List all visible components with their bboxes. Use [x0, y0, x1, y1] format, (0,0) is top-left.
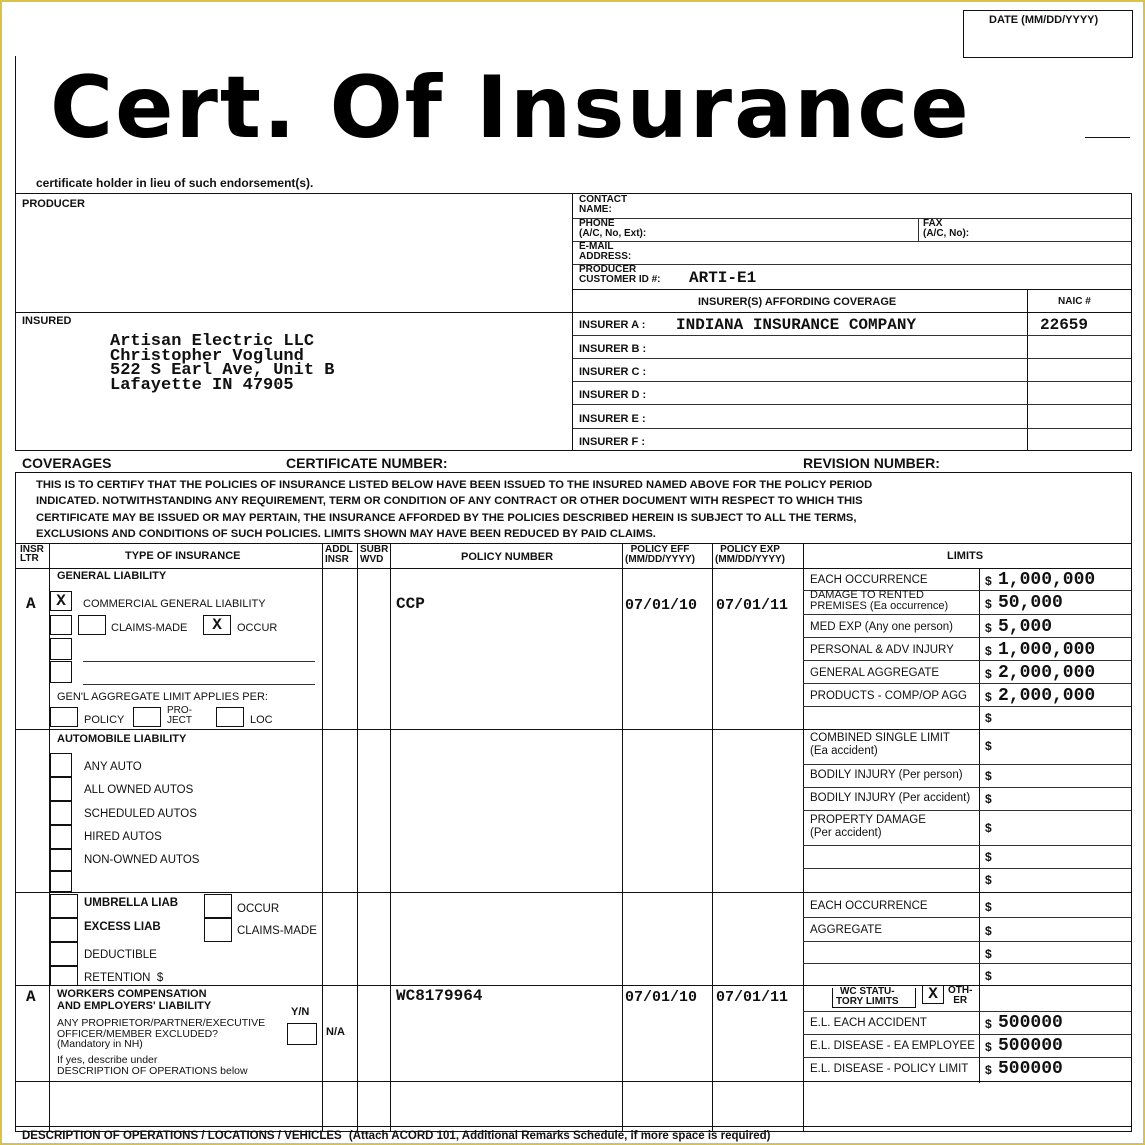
col-line [979, 568, 980, 1083]
row-line [803, 1011, 1131, 1012]
naic-divider [1027, 289, 1028, 451]
date-label: DATE (MM/DD/YYYY) [989, 14, 1099, 26]
header-addl: ADDL INSR [325, 544, 353, 565]
deductible-checkbox[interactable] [50, 942, 78, 966]
project-checkbox[interactable] [133, 707, 161, 727]
auto-item: NON-OWNED AUTOS [84, 854, 200, 866]
wc-insr-ltr: A [26, 988, 36, 1006]
wc-na-label: N/A [326, 1026, 345, 1038]
dollar-sign: $ [985, 969, 992, 983]
any-auto-checkbox[interactable] [50, 753, 72, 777]
dollar-sign: $ [985, 769, 992, 783]
header-subr: SUBR WVD [360, 544, 389, 565]
wc-excluded-checkbox[interactable] [287, 1023, 317, 1045]
limit-value: 2,000,000 [998, 686, 1096, 706]
row-line [803, 941, 1131, 942]
retention-label: RETENTION $ [84, 972, 164, 984]
insurer-d-label: INSURER D : [579, 389, 647, 401]
wc-policy-number: WC8179964 [396, 987, 483, 1005]
dollar-sign: $ [985, 711, 992, 725]
dollar-sign: $ [985, 850, 992, 864]
limit-label: COMBINED SINGLE LIMIT (Ea accident) [810, 732, 950, 757]
wc-policy-exp: 07/01/11 [716, 989, 789, 1006]
scheduled-autos-checkbox[interactable] [50, 801, 72, 825]
insurer-e-label: INSURER E : [579, 413, 646, 425]
section-separator [15, 729, 1132, 730]
limit-label: BODILY INJURY (Per accident) [810, 792, 971, 804]
row-line [573, 218, 1131, 219]
umbrella-claims-made-checkbox[interactable] [204, 918, 232, 942]
deductible-label: DEDUCTIBLE [84, 949, 157, 961]
limit-label: DAMAGE TO RENTED PREMISES (Ea occurrence) [810, 589, 949, 612]
header-policy-number: POLICY NUMBER [461, 551, 554, 563]
limit-label: MED EXP (Any one person) [810, 621, 953, 633]
auto-blank-checkbox[interactable] [50, 871, 72, 892]
policy-label: POLICY [84, 714, 125, 726]
wc-yn-label: Y/N [291, 1006, 310, 1018]
insurer-c-label: INSURER C : [579, 366, 647, 378]
row-line [803, 810, 1131, 811]
header-exp: POLICY EXP (MM/DD/YYYY) [715, 544, 785, 565]
all-owned-autos-checkbox[interactable] [50, 777, 72, 801]
auto-item: HIRED AUTOS [84, 831, 162, 843]
cgl-label: COMMERCIAL GENERAL LIABILITY [83, 598, 266, 610]
limit-label: E.L. EACH ACCIDENT [810, 1017, 927, 1029]
umbrella-blank-checkbox[interactable] [50, 894, 78, 918]
umbrella-label: UMBRELLA LIAB [84, 897, 179, 909]
limit-label: E.L. DISEASE - EA EMPLOYEE [810, 1040, 975, 1052]
auto-item: ALL OWNED AUTOS [84, 784, 194, 796]
table-header-bottom [15, 568, 1132, 569]
dollar-sign: $ [985, 873, 992, 887]
dollar-sign: $ [985, 644, 992, 658]
insurers-header: INSURER(S) AFFORDING COVERAGE [698, 296, 897, 308]
row-line [803, 614, 1131, 615]
row-line [803, 868, 1131, 869]
insurer-a-name: INDIANA INSURANCE COMPANY [676, 316, 917, 334]
gl-blank-line [83, 661, 315, 662]
description-label [22, 1130, 770, 1142]
dollar-sign: $ [985, 574, 992, 588]
umbrella-occur-label: OCCUR [237, 903, 280, 915]
occur-checkbox[interactable]: X [203, 615, 231, 635]
header-type: TYPE OF INSURANCE [125, 550, 241, 562]
col-line [357, 543, 358, 1132]
hired-autos-checkbox[interactable] [50, 825, 72, 849]
insured-line: Lafayette IN 47905 [110, 375, 294, 395]
dollar-sign: $ [985, 690, 992, 704]
insured-address [110, 332, 335, 395]
project-label: PRO- JECT [167, 705, 192, 726]
limit-value: 1,000,000 [998, 640, 1096, 660]
producer-label: PRODUCER [22, 198, 85, 210]
gl-blank-checkbox[interactable] [50, 638, 72, 660]
table-header-top [15, 543, 1132, 544]
gl-policy-exp: 07/01/11 [716, 597, 789, 614]
insured-line: Artisan Electric LLC [110, 332, 315, 351]
insured-line: Christopher Voglund [110, 346, 304, 366]
umbrella-claims-made-label: CLAIMS-MADE [237, 925, 317, 937]
wc-proprietor-label: ANY PROPRIETOR/PARTNER/EXECUTIVE OFFICER/MEMBER EXCLUDED? (Mandatory in NH) [57, 1017, 266, 1050]
loc-checkbox[interactable] [216, 707, 244, 727]
umbrella-occur-checkbox[interactable] [204, 894, 232, 918]
insurer-f-label: INSURER F : [579, 436, 645, 448]
row-line [573, 241, 1131, 242]
row-line [803, 1034, 1131, 1035]
row-line [803, 917, 1131, 918]
certify-text: THIS IS TO CERTIFY THAT THE POLICIES OF INSURANCE LISTED BELOW HAVE BEEN ISSUED TO THE INSURED NAMED ABOVE FOR THE POLICY PERIOD INDICATED. NOTWITHSTANDING ANY REQUIREMENT, TERM OR CONDITION OF ANY CONTRACT OR OTHER DOCUMENT WITH RESPECT TO WHICH THIS CERTIFICATE MAY BE ISSUED OR MAY PERTAIN, THE INSURANCE AFFORDED BY THE POLICIES DESCRIBED HEREIN IS SUBJECT TO ALL THE TERMS, EXCLUSIONS AND CONDITIONS OF SUCH POLICIES. LIMITS SHOWN MAY HAVE BEEN REDUCED BY PAID CLAIMS. [36, 479, 873, 540]
wc-heading: WORKERS COMPENSATION AND EMPLOYERS' LIABILITY [57, 988, 212, 1012]
row-line [573, 335, 1131, 336]
section-separator [15, 1126, 1132, 1127]
top-right-rule [1085, 137, 1130, 138]
gl-blank-line [83, 684, 315, 685]
producer-insured-separator [15, 312, 574, 313]
dollar-sign: $ [985, 1017, 992, 1031]
email-label: E-MAIL ADDRESS: [579, 241, 632, 262]
limit-value: 5,000 [998, 617, 1053, 637]
excess-blank-checkbox[interactable] [50, 918, 78, 942]
col-line [322, 543, 323, 1132]
occur-label: OCCUR [237, 622, 278, 634]
auto-heading: AUTOMOBILE LIABILITY [57, 733, 187, 745]
gl-blank-checkbox[interactable] [50, 661, 72, 683]
cgl-checkbox[interactable]: X [50, 591, 72, 611]
limit-label: EACH OCCURRENCE [810, 574, 928, 586]
policy-checkbox[interactable] [50, 707, 78, 727]
limit-label: BODILY INJURY (Per person) [810, 769, 963, 781]
dollar-sign: $ [985, 792, 992, 806]
insured-line: 522 S Earl Ave, Unit B [110, 361, 335, 380]
row-line [803, 845, 1131, 846]
dollar-sign: $ [985, 1040, 992, 1054]
row-line [803, 963, 1131, 964]
limit-value: 2,000,000 [998, 663, 1096, 683]
wc-statutory-label: WC STATU- TORY LIMITS [836, 986, 899, 1007]
fax-label: FAX (A/C, No): [923, 218, 970, 239]
gl-policy-number: CCP [396, 595, 425, 613]
dollar-sign: $ [985, 667, 992, 681]
limit-value: 50,000 [998, 593, 1063, 613]
certificate-number-label: CERTIFICATE NUMBER: [286, 455, 448, 471]
dollar-sign: $ [985, 821, 992, 835]
limit-label: EACH OCCURRENCE [810, 900, 928, 912]
description-note: (Attach ACORD 101, Additional Remarks Schedule, if more space is required) [348, 1130, 771, 1142]
col-line [622, 543, 623, 1132]
limit-value: 500000 [998, 1036, 1063, 1056]
wc-statutory-checkbox[interactable]: X [922, 986, 944, 1004]
insurer-b-label: INSURER B : [579, 343, 647, 355]
non-owned-autos-checkbox[interactable] [50, 849, 72, 871]
gl-heading: GENERAL LIABILITY [57, 570, 167, 582]
row-line [573, 428, 1131, 429]
dollar-sign: $ [985, 739, 992, 753]
row-line [803, 1057, 1131, 1058]
naic-header: NAIC # [1058, 296, 1091, 307]
top-left-rule [15, 56, 16, 196]
limit-value: 1,000,000 [998, 570, 1096, 590]
limit-value: 500000 [998, 1013, 1063, 1033]
description-title: DESCRIPTION OF OPERATIONS / LOCATIONS / VEHICLES [22, 1130, 342, 1142]
holder-note: certificate holder in lieu of such endorsement(s). [36, 176, 314, 190]
row-line [573, 404, 1131, 405]
customer-id-value: ARTI-E1 [689, 269, 757, 287]
gl-empty-checkbox[interactable] [50, 615, 72, 635]
row-line [803, 764, 1131, 765]
dollar-sign: $ [985, 900, 992, 914]
auto-item: SCHEDULED AUTOS [84, 808, 197, 820]
limit-label: E.L. DISEASE - POLICY LIMIT [810, 1063, 969, 1075]
loc-label: LOC [250, 714, 273, 726]
limit-label: PRODUCTS - COMP/OP AGG [810, 690, 967, 702]
limit-value: 500000 [998, 1059, 1063, 1079]
wc-describe-label: If yes, describe under DESCRIPTION OF OPERATIONS below [57, 1054, 248, 1077]
dollar-sign: $ [985, 947, 992, 961]
excess-label: EXCESS LIAB [84, 921, 161, 933]
header-limits: LIMITS [947, 550, 984, 562]
page-title: Cert. Of Insurance [50, 58, 971, 158]
header-insr-ltr: INSR LTR [20, 544, 44, 564]
row-line [803, 787, 1131, 788]
dollar-sign: $ [985, 597, 992, 611]
wc-policy-eff: 07/01/10 [625, 989, 698, 1006]
row-line [573, 312, 1131, 313]
row-line [573, 381, 1131, 382]
dollar-sign: $ [985, 621, 992, 635]
customer-id-label: PRODUCER CUSTOMER ID #: [579, 264, 661, 285]
claims-made-checkbox[interactable] [78, 615, 106, 635]
dollar-sign: $ [985, 1063, 992, 1077]
auto-item: ANY AUTO [84, 761, 142, 773]
col-line [390, 543, 391, 1132]
row-line [573, 358, 1131, 359]
contact-name-label: CONTACT NAME: [579, 194, 628, 215]
producer-divider [572, 193, 573, 451]
limit-label: PROPERTY DAMAGE (Per accident) [810, 814, 926, 839]
coverages-label: COVERAGES [22, 455, 112, 471]
col-line [803, 543, 804, 1132]
claims-made-label: CLAIMS-MADE [111, 622, 188, 634]
header-eff: POLICY EFF (MM/DD/YYYY) [625, 544, 695, 565]
row-line [803, 660, 1131, 661]
retention-checkbox[interactable] [50, 966, 78, 986]
limit-label: GENERAL AGGREGATE [810, 667, 940, 679]
section-separator [15, 1081, 1132, 1082]
phone-label: PHONE (A/C, No, Ext): [579, 218, 647, 239]
limit-label: AGGREGATE [810, 924, 882, 936]
limit-label: PERSONAL & ADV INJURY [810, 644, 954, 656]
row-line [803, 683, 1131, 684]
insurer-a-label: INSURER A : [579, 319, 646, 331]
insured-label: INSURED [22, 315, 72, 327]
fax-divider [918, 218, 919, 241]
gl-agg-applies: GEN'L AGGREGATE LIMIT APPLIES PER: [57, 691, 268, 703]
revision-number-label: REVISION NUMBER: [803, 455, 940, 471]
row-line [803, 706, 1131, 707]
row-line [573, 289, 1131, 290]
gl-insr-ltr: A [26, 595, 36, 613]
insurer-a-naic: 22659 [1040, 316, 1089, 334]
dollar-sign: $ [985, 924, 992, 938]
section-separator [15, 892, 1132, 893]
wc-other-label: OTH- ER [948, 985, 973, 1006]
col-line [712, 543, 713, 1132]
gl-policy-eff: 07/01/10 [625, 597, 698, 614]
row-line [803, 637, 1131, 638]
